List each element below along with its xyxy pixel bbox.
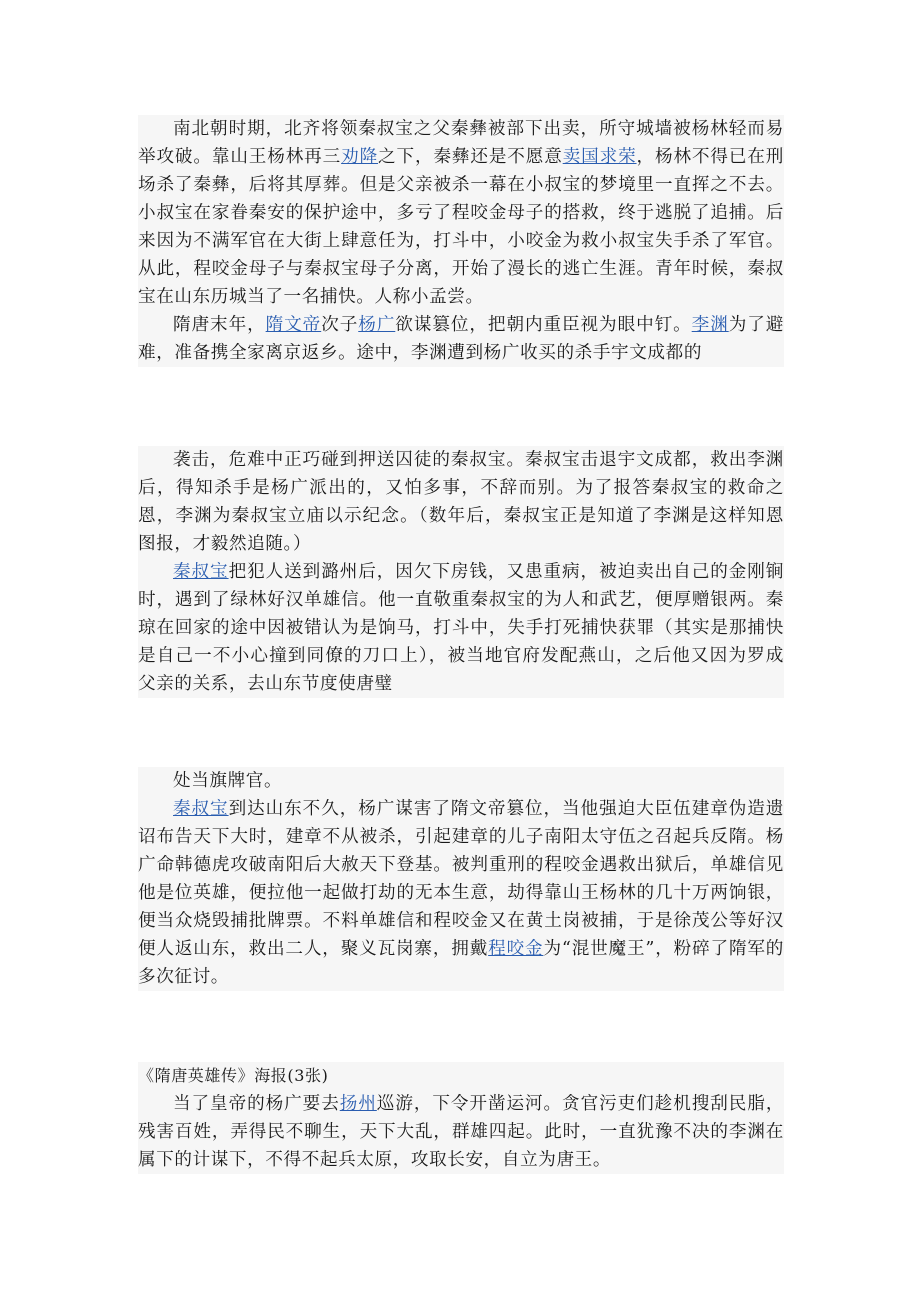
text-block-2 [138,446,784,698]
text-span: 南北朝时期，北齐将领秦叔宝之父秦彝被部下出卖，所守城墙被杨林轻而易举攻破。靠山王杨林再三 [138,119,784,167]
paragraph [138,795,784,991]
link-yangguang[interactable]: 杨广 [358,315,396,335]
text-span: 为“混世魔王”，粉碎了隋军的多次征讨。 [138,939,784,987]
text-block-3 [138,767,784,991]
text-block-4 [138,1062,784,1174]
text-block-1 [138,115,784,367]
text-span: 欲谋篡位，把朝内重臣视为眼中钉。 [395,315,692,335]
paragraph [138,1090,784,1174]
link-yangzhou[interactable]: 扬州 [339,1094,377,1114]
paragraph [138,115,784,311]
link-qinshubao[interactable]: 秦叔宝 [173,562,229,582]
text-span: 为了避难，准备携全家离京返乡。途中，李渊遭到杨广收买的杀手宇文成都的 [138,315,784,363]
text-span: 之下，秦彝还是不愿意 [378,147,563,167]
link-chengyaojin[interactable]: 程咬金 [488,939,544,959]
link-liyuan[interactable]: 李渊 [691,315,729,335]
link-quanxiang[interactable]: 劝降 [341,147,379,167]
paragraph [138,311,784,367]
text-span: 到达山东不久，杨广谋害了隋文帝篡位，当他强迫大臣伍建章伪造遗诏布告天下大时，建章不从被杀，引起建章的儿子南阳太守伍之召起兵反隋。杨广命韩德虎攻破南阳后大赦天下登基。被判重刑的程咬金遇救出狱后，单雄信见他是位英雄，便拉他一起做打劫的无本生意，劫得靠山王杨林的几十万两饷银，便当众烧毁捕批牌票。不料单雄信和程咬金又在黄土岗被捕，于是徐茂公等好汉便人返山东，救出二人，聚义瓦岗寨，拥戴 [138,799,784,959]
paragraph [138,558,784,698]
link-maiguoqiurong[interactable]: 卖国求荣 [562,147,637,167]
text-span: 当了皇帝的杨广要去 [173,1094,340,1114]
paragraph: 袭击，危难中正巧碰到押送囚徒的秦叔宝。秦叔宝击退宇文成都，救出李渊后，得知杀手是杨广派出的，又怕多事，不辞而别。为了报答秦叔宝的救命之恩，李渊为秦叔宝立庙以示纪念。（数年后，秦叔宝正是知道了李渊是这样知恩图报，才毅然追随。） [138,450,784,554]
text-span: 把犯人送到潞州后，因欠下房钱，又患重病，被迫卖出自己的金刚锏时，遇到了绿林好汉单雄信。他一直敬重秦叔宝的为人和武艺，便厚赠银两。秦琼在回家的途中因被错认为是饷马，打斗中，失手打死捕快获罪（其实是那捕快是自己一不小心撞到同僚的刀口上），被当地官府发配燕山，之后他又因为罗成父亲的关系，去山东节度使唐璧 [138,562,784,694]
text-span: 巡游，下令开凿运河。贪官污吏们趁机搜刮民脂，残害百姓，弄得民不聊生，天下大乱，群雄四起。此时，一直犹豫不决的李渊在属下的计谋下，不得不起兵太原，攻取长安，自立为唐王。 [138,1094,785,1170]
image-caption: 《隋唐英雄传》海报(3张) [138,1066,329,1085]
text-span: ，杨林不得已在刑场杀了秦彝，后将其厚葬。但是父亲被杀一幕在小叔宝的梦境里一直挥之不去。小叔宝在家眷秦安的保护途中，多亏了程咬金母子的搭救，终于逃脱了追捕。后来因为不满军官在大街上肆意任为，打斗中，小咬金为救小叔宝失手杀了军官。从此，程咬金母子与秦叔宝母子分离，开始了漫长的逃亡生涯。青年时候，秦叔宝在山东历城当了一名捕快。人称小孟尝。 [138,147,784,307]
link-suiwendi[interactable]: 隋文帝 [265,315,322,335]
text-span: 次子 [321,315,359,335]
paragraph: 处当旗牌官。 [173,771,283,791]
text-span: 隋唐末年， [173,315,266,335]
link-qinshubao[interactable]: 秦叔宝 [173,799,229,819]
